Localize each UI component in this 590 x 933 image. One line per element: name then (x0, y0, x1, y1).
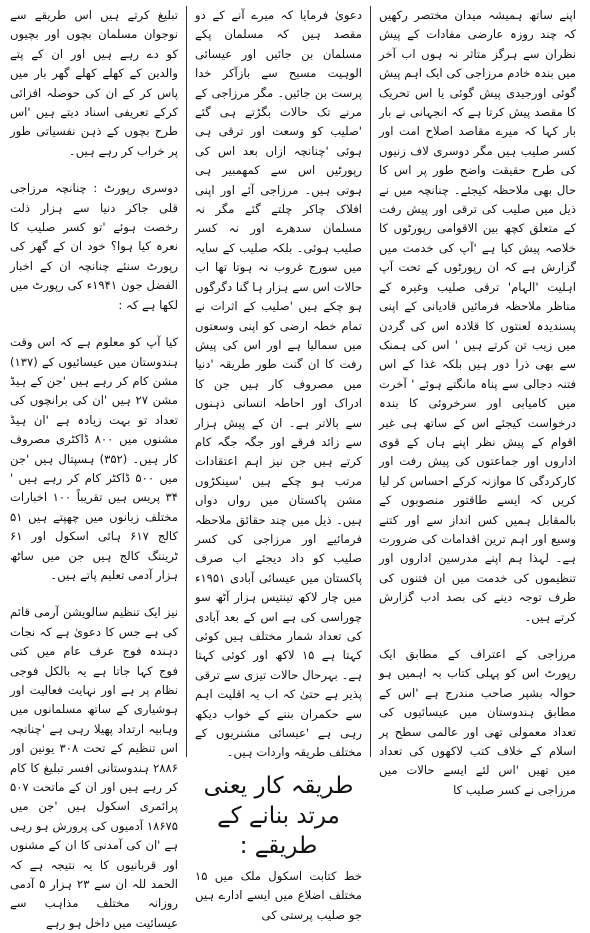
left-column-paragraph-1: تبلیغ کرتے ہیں اس طریقے سے نوجوان مسلمان بچوں اور بچیوں کو دے رہے ہیں اور ان کے پتے والدین کے کھلے کھلے گھر بار میں پاس کر کے ان کی حوصلہ افزائی کرکے تعریفی اسناد دیتے ہیں 'اس طرح بچوں کے ذہن نفسیاتی طور پر خراب کر رہے ہیں۔ (10, 8, 178, 158)
middle-column-paragraph-1: دعویٰ فرمایا کہ میرے آنے کے دو مقصد ہیں کہ مسلمان پکے مسلمان بن جائیں اور عیسائی الوہیت مسیح سے بازآکر خدا پرست بن جائیں۔ مگر مرزاجی کے مرنے تک حالات بگڑتے ہی گئے 'صلیب کو وسعت اور ترقی ہی ہوئی 'چنانچہ ازاں بعد اس کی رپورٹیں اس سے کمھمبیر ہی ہوتی ہیں۔ مرزاجی آئے اور اپنی افلاک چاکر چلتے گئے مگر نہ مسلمان سدھرے اور نہ کسر صلیب ہوئی۔ بلکہ صلیب کے سایہ میں سورج غروب نہ ہوتا تھا اب حالات اس سے ہزار ہا گنا دگرگوں ہو چکے ہیں 'صلیب کے اثرات نے تمام خطہ ارضی کو اپنی وسعتوں میں سمالیا ہے اور اس کی پیش رفت کا ان گنت طور طریقہ 'دنیا میں مصروف کار ہیں جن کا ادراک اور احاطہ انسانی ذہنوں سے بالاتر ہے۔ ان کے پیش ہزار سے زائد فرقے اور جگہ جگہ کام کرتے ہیں جن نیز اہم اعتقادات مرتب ہو چکے ہیں 'سینکڑوں مشن پاکستان میں رواں دواں ہیں۔ ذیل میں چند حقائق ملاحظہ فرمائیے اور مرزاجی کی کسر صلیب کو داد دیجئے اب صرف پاکستان میں عیسائی آبادی ۱۹۵۱ء میں چار لاکھ تینتیس ہزار آٹھ سو چوراسی کی ہے اس کے بعد آبادی کی تعداد شمار مختلف ہیں کوئی کہتا ہے ۱۵ لاکھ اور کوئی کہتا ہے۔ بہرحال حالات تیزی سے ترقی پذیر ہے حتیٰ کہ اب یہ اقلیت اہم سے حکمران بننے کے خواب دیکھ رہی ہے 'عیسائی مشنریوں کے مختلف طریقہ واردات ہیں۔ (195, 8, 362, 760)
left-column-paragraph-4: نیز ایک تنظیم سالویشن آرمی قائم کی ہے جس کا دعویٰ ہے کہ نجات دہندہ فوج عرف عام میں کتی فوج کہا جاتا ہے یہ بالکل فوجی نظام پر ہے اور نہایت فعالیت اور ہوشیاری کے ساتھ مسلمانوں میں وہابیہ ارتداد پھیلا رہی ہے 'چنانچہ اس تنظیم کے تحت ۳۰۸ یونین اور ۲۸۸۶ ہندوستانی افسر تبلیغ کا کام کر رہے ہیں اور ان کے ماتحت ۵۰۷ پرائمری اسکول ہیں 'جن میں ۱۸۶۷۵ آدمیوں کی پرورش ہو رہی ہے 'ان کی آمدنی کا ان کے مشنوں اور قربانیوں کا یہ نتیجہ ہے کہ الحمد للہ ان سے ۲۳ ہزار ۵ آدمی روزانہ مختلف مذاہب سے عیسائیت میں داخل ہو رہے (10, 605, 178, 930)
middle-column (186, 6, 370, 922)
left-column-paragraph-2: دوسری رپورٹ : چنانچہ مرزاجی قلی جاکر دنیا سے ہزار ذلت رخصت ہوئے 'تو کسر صلیب کا نعرہ کیا ہوا؟ خود ان کے گھر کی رپورٹ سنئے چنانچہ ان کے اخبار الفضل جون ۱۹۴۱ء کی رپورٹ میں لکھا ہے کہ : (10, 181, 178, 312)
left-column-paragraph-3: کیا آپ کو معلوم ہے کہ اس وقت ہندوستان میں عیسائیوں کے (۱۳۷) مشن کام کر رہے ہیں 'جن کے ہیڈ مشن ۲۷ ہیں 'ان کی برانچوں کی تعداد تو بہت زیادہ ہے 'ان ہیڈ مشنوں میں ۸۰۰ ڈاکٹری مصروف کار ہیں۔ (۳۵۲) ہسپتال ہیں 'جن میں ۵۰۰ ڈاکٹر کام کر رہے ہیں ' ۳۴ پریس ہیں تقریباً ۱۰۰ اخبارات مختلف زبانوں میں چھپتے ہیں ۵۱ کالج ۶۱۷ ہائی اسکول اور ۶۱ ٹریننگ کالج ہیں جن میں ساٹھ ہزار آدمی تعلیم پاتے ہیں۔ (10, 335, 178, 582)
paragraph-spacer (10, 319, 178, 333)
right-column (370, 6, 582, 797)
paragraph-spacer (10, 589, 178, 603)
paragraph-spacer (379, 631, 576, 645)
paragraph-spacer (10, 165, 178, 179)
right-column-paragraph-1: اپنے ساتھ ہمیشہ میدان مختصر رکھیں کہ چند روزہ عارضی مفادات کے پیش نظران سے ہرگز متاثر نہ ہوں اب آخر میں بندہ خادم مرزاجی کی ایک اہم پیش گوئی اورجیدی پیش گوئی یا اس تحریک کا مقصد پیش کرتا ہے کہ انجہانی نے بار بار کہا کہ میرے مقاصد اصلاح امت اور کسر صلیب ہیں مگر دوسری لاف زنیوں کی طرح حقیقت واضح طور پر اس کا حال بھی ملاحظہ کیجئے۔ چنانچہ میں نے ذیل میں صلیب کی ترقی اور پیش رفت کے متعلق کچھ بین الاقوامی رپورٹوں کا خلاصہ پیش کیا ہے 'آپ کی خدمت میں گزارش ہے کہ ان رپورٹوں کے تحت آپ اہلیت 'الہام' ترقی صلیب وغیرہ کے مناظر ملاحظہ فرمائیں قادیانی کے اپنی پسندیدہ لعنتوں کا قلادہ اس کی گردن میں زیب تن کرتے ہیں ' اس کی ہمنک سے بھی ذرا دور ہیں بلکہ غذا کے اس فتنہ دجالی سے پناہ مانگتے ہوئے ' آخرت میں کامیابی اور سرخروئی کا بندہ درخواست کیجئے اس کے ساتھ ہی غیر اقوام کے پیش نظر اپنے ہاں کے قوی اداروں اور جماعتوں کی پیش رفت اور کارکردگی کا موازنہ کرکے احساس کر لیا کریں کہ ایسے طاقتور منصوبوں کے بالمقابل ہمیں کس انداز سے اور کتنے وسیع اور اہم ترین اقدامات کی ضرورت ہے۔ لہذا ہم اپنے مدرسین اداروں اور تنظیموں کی خدمت میں ان فتنوں کی طرف توجہ دینے کی بصد ادب گزارش کرتے ہیں۔ (379, 8, 576, 624)
middle-column-paragraph-2: خط کتابت اسکول ملک میں ۱۵ مختلف اضلاع میں ایسے ادارے ہیں جو صلیب پرستی کی (195, 868, 362, 922)
right-column-paragraph-2: مرزاجی کے اعتراف کے مطابق ایک رپورٹ اس کو پہلی کتاب بہ اہمیں ہو حوالہ بشپر صاحب مندرج ہے 'اس کے مطابق ہندوستان میں عیسائیوں کی تعداد معمولی تھی اور عالمی سطح پر اسلام کے خلاف کتب لاکھوں کی تعداد میں تھیں 'اس لئے ایسے حالات میں مرزاجی نے کسر صلیب کا (379, 647, 576, 797)
left-column (6, 6, 186, 930)
section-heading: طریقہ کار یعنی مرتد بنانے کے طریقے : (203, 772, 354, 859)
